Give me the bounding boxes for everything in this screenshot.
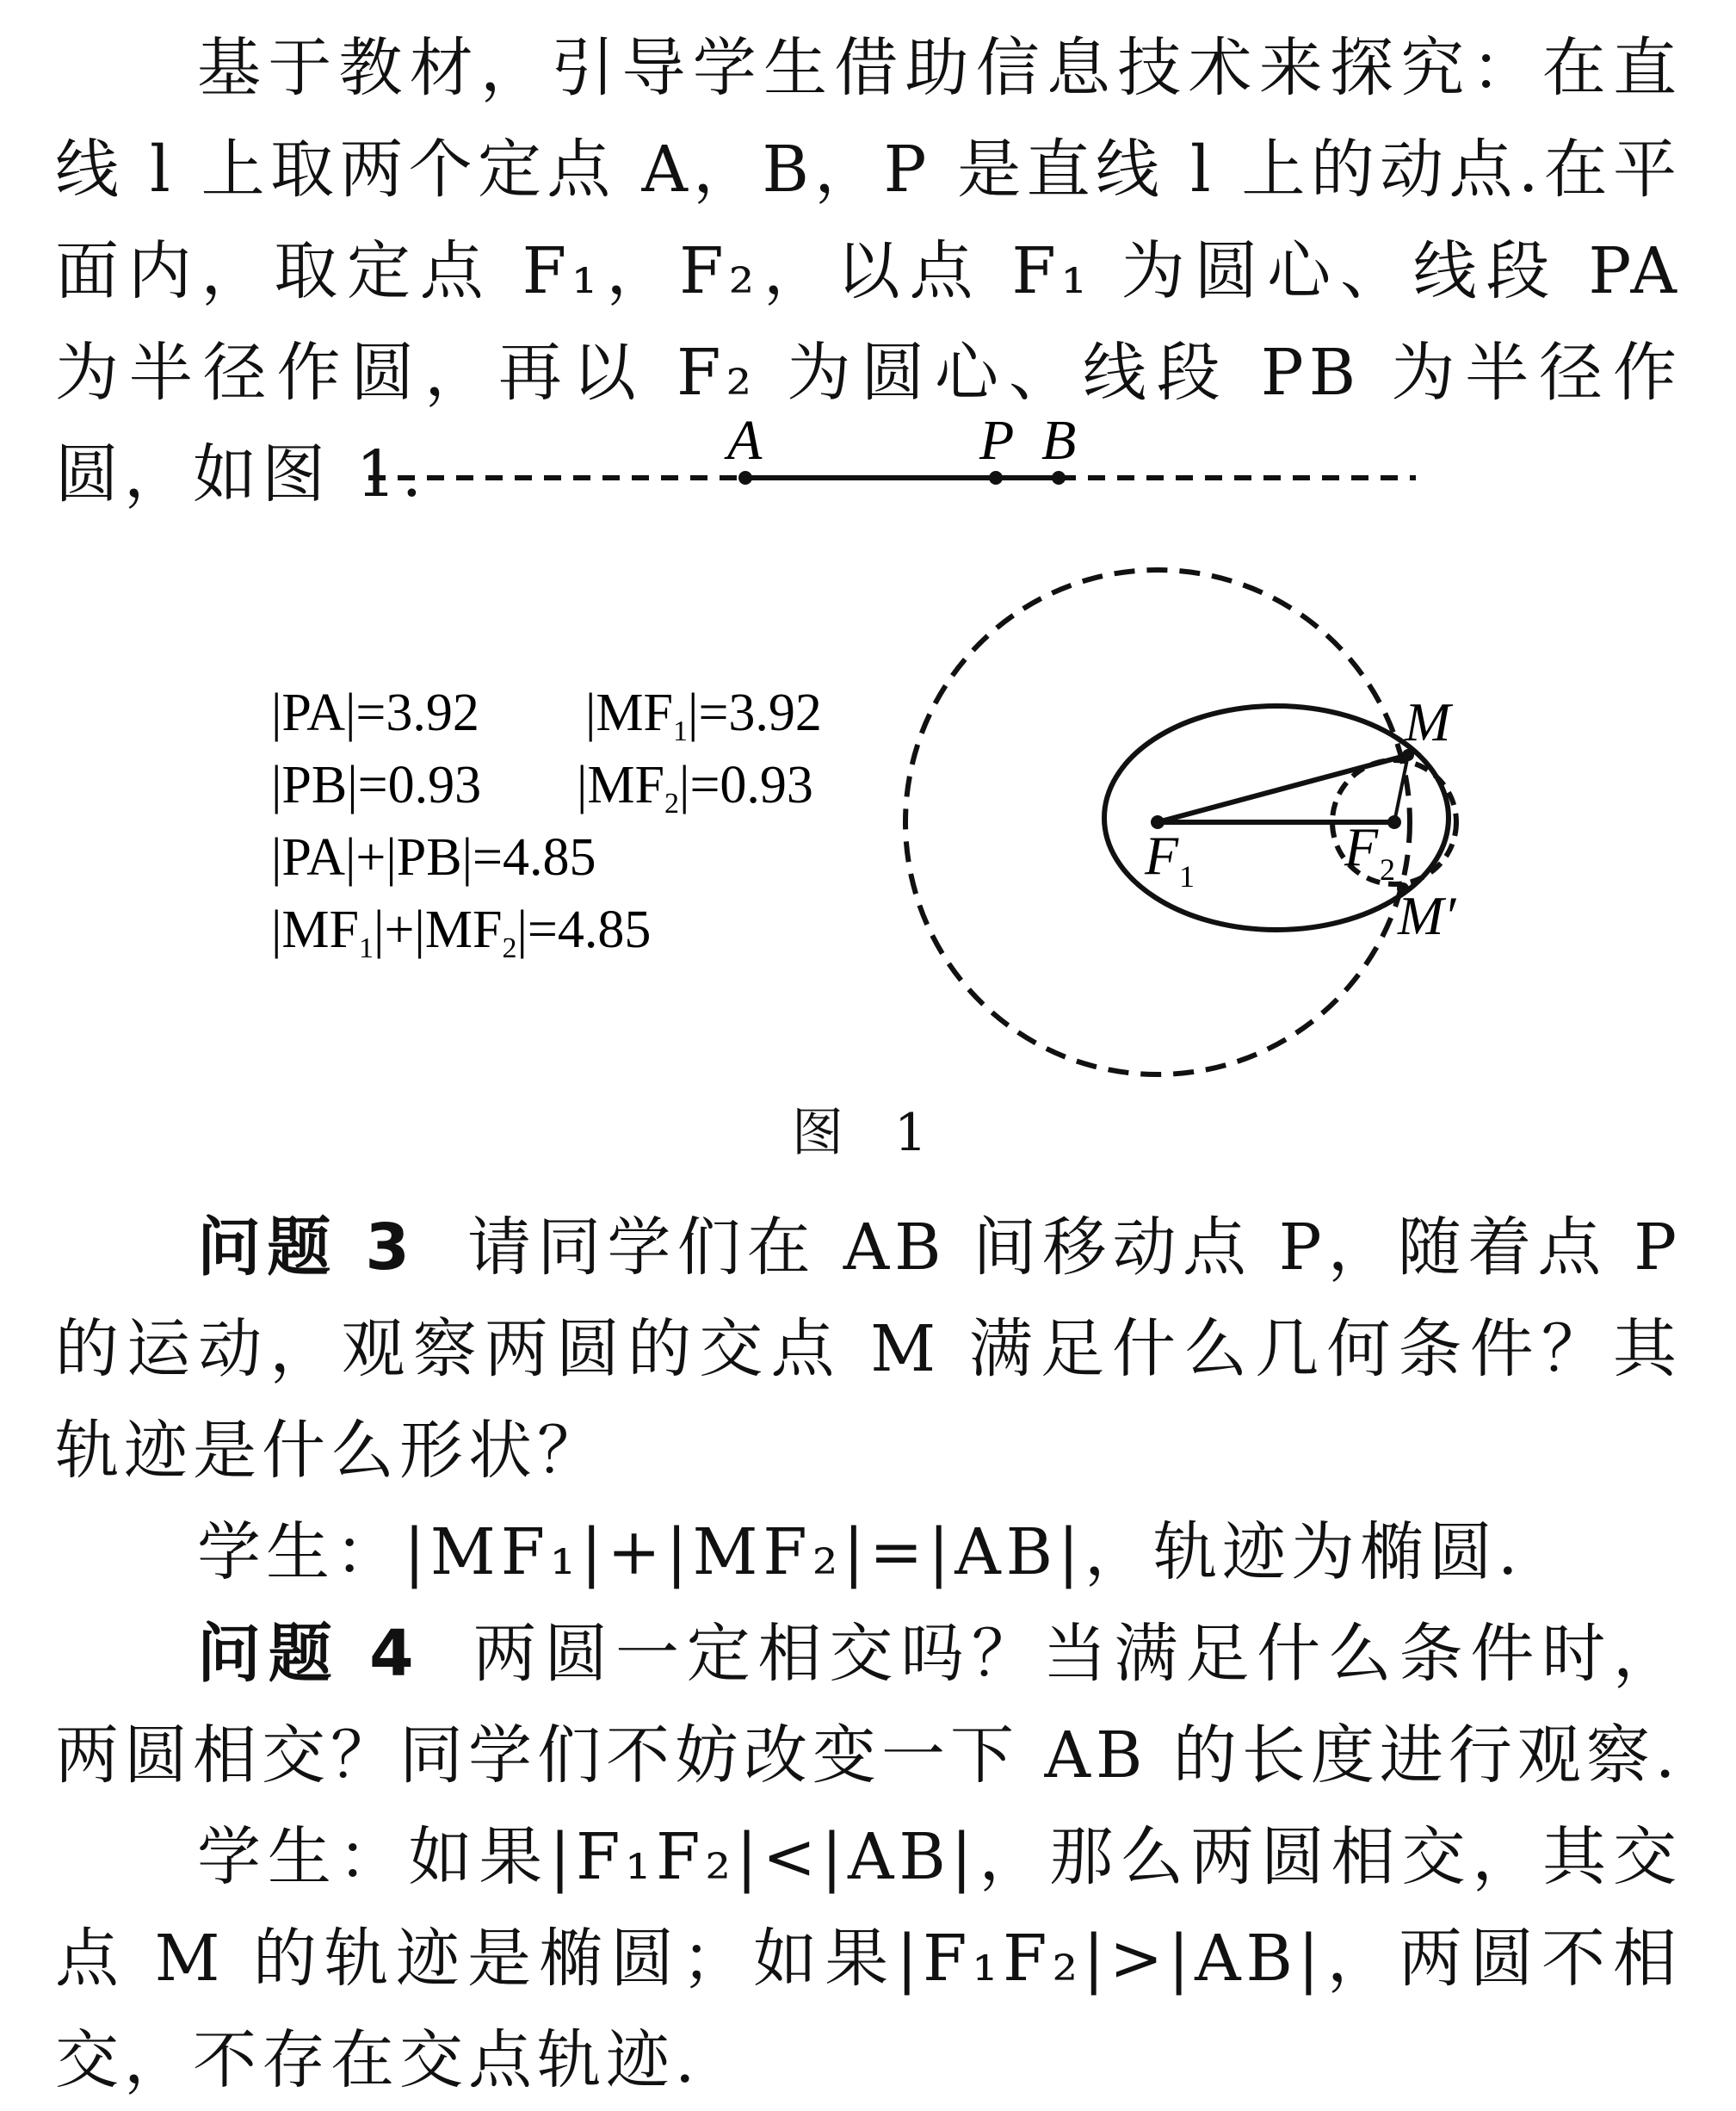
segment-f1-m [1158,755,1408,822]
stat-pa: |PA|=3.92 [271,684,479,742]
stat-pb: |PB|=0.93 [271,756,482,814]
label-a: A [727,409,763,472]
stat-mf1: |MF1|=3.92 [585,684,822,747]
label-f1: F [1145,825,1179,886]
figure-caption: 图 1 [791,1103,945,1163]
label-f2-sub: 2 [1380,852,1395,887]
stat-sum1: |PA|+|PB|=4.85 [271,828,596,887]
point-a [738,471,752,485]
intro-paragraph: 基于教材，引导学生借助信息技术来探究：在直线 l 上取两个定点 A，B，P 是直线 l 上的动点.在平面内，取定点 F₁，F₂，以点 F₁ 为圆心、线段 PA 为半径作圆，再以 F₂ 为圆心、线段 PB 为半径作圆，如图 1. [55,31,1682,511]
question-4-label: 问题 4 [197,1617,419,1691]
label-m: M [1405,691,1451,752]
question-4 [55,1603,1682,1806]
line-l [368,409,1416,485]
question-3 [55,1197,1682,1501]
label-m-prime: M′ [1398,885,1456,946]
point-f2 [1387,815,1401,829]
stat-mf2: |MF2|=0.93 [577,756,813,820]
label-f2: F [1344,816,1379,877]
question-4-text: 两圆一定相交吗？当满足什么条件时，两圆相交？同学们不妨改变一下 AB 的长度进行观察. [55,1617,1682,1792]
label-p: P [979,409,1015,472]
question-3-answer: 学生：|MF₁|+|MF₂|=|AB|，轨迹为椭圆. [197,1515,1523,1589]
question-3-label: 问题 3 [197,1210,415,1285]
stat-sum2: |MF1|+|MF2|=4.85 [271,901,652,964]
point-b [1052,471,1066,485]
label-f1-sub: 1 [1179,859,1195,894]
question-4-answer: 学生：如果|F₁F₂|<|AB|，那么两圆相交，其交点 M 的轨迹是椭圆；如果|F₁F₂|>|AB|，两圆不相交，不存在交点轨迹. [55,1820,1682,2097]
label-b: B [1041,409,1077,472]
question-3-text: 请同学们在 AB 间移动点 P，随着点 P 的运动，观察两圆的交点 M 满足什么几何条件？其轨迹是什么形状？ [55,1210,1682,1488]
point-p [989,471,1003,485]
